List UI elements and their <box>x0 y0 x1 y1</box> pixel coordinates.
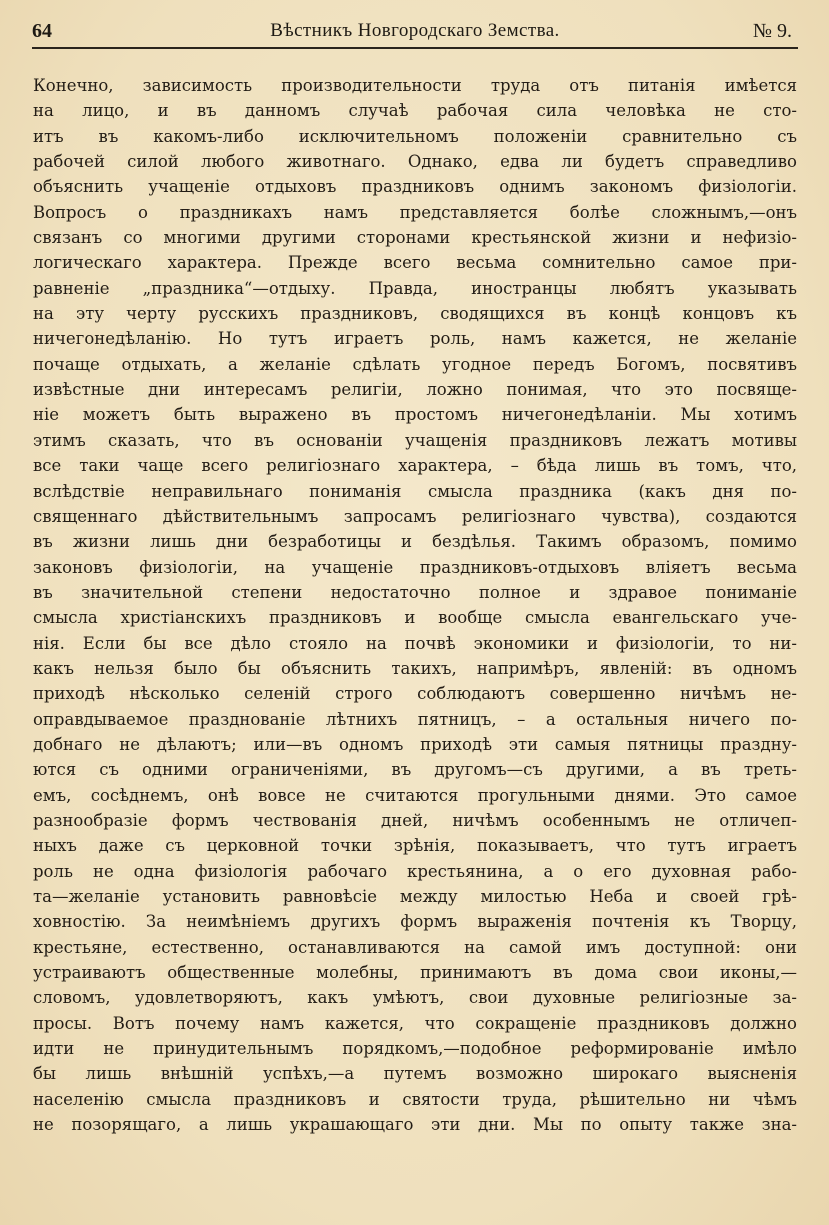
text-line: извѣстные дни интересамъ религіи, ложно понимая, что это посвяще- <box>33 380 797 400</box>
text-line: оправдываемое празднованіе лѣтнихъ пятницъ, – а остальныя ничего по- <box>33 709 797 729</box>
text-line: итъ въ какомъ-либо исключительномъ положеніи сравнительно съ <box>33 126 797 146</box>
header-rule <box>32 47 798 49</box>
text-line: въ значительной степени недостаточно полное и здравое пониманіе <box>33 582 797 602</box>
text-line: логическаго характера. Прежде всего весьма сомнительно самое при- <box>33 253 797 273</box>
journal-title: Вѣстникъ Новгородскаго Земства. <box>270 20 560 41</box>
text-line: крестьяне, естественно, останавливаются на самой имъ доступной: они <box>33 937 797 957</box>
text-line: разнообразіе формъ чествованія дней, ничѣмъ особеннымъ не отличеп- <box>33 810 797 830</box>
text-line: законовъ физіологіи, на учащеніе праздниковъ-отдыховъ вліяетъ весьма <box>33 557 797 577</box>
text-line: священнаго дѣйствительнымъ запросамъ религіознаго чувства), создаются <box>33 506 797 526</box>
text-line: ховностію. За неимѣніемъ другихъ формъ выраженія почтенія къ Творцу, <box>33 912 797 932</box>
text-line: ничегонедѣланію. Но тутъ играетъ роль, намъ кажется, не желаніе <box>33 329 797 349</box>
text-line: словомъ, удовлетворяютъ, какъ умѣютъ, свои духовные религіозные за- <box>33 988 797 1008</box>
text-line: все таки чаще всего религіознаго характера, – бѣда лишь въ томъ, что, <box>33 456 797 476</box>
text-line: просы. Вотъ почему намъ кажется, что сокращеніе праздниковъ должно <box>33 1013 797 1033</box>
text-line: приходѣ нѣсколько селеній строго соблюдаютъ совершенно ничѣмъ не- <box>33 684 797 704</box>
text-line: Вопросъ о праздникахъ намъ представляется болѣе сложнымъ,—онъ <box>33 202 797 222</box>
text-line: въ жизни лишь дни безработицы и бездѣлья. Такимъ образомъ, помимо <box>33 532 797 552</box>
text-line: связанъ со многими другими сторонами крестьянской жизни и нефизіо- <box>33 228 797 248</box>
text-line: рабочей силой любого животнаго. Однако, едва ли будетъ справедливо <box>33 152 797 172</box>
text-line: ются съ одними ограниченіями, въ другомъ—съ другими, а въ треть- <box>33 760 797 780</box>
text-line: на лицо, и въ данномъ случаѣ рабочая сила человѣка не сто- <box>33 101 797 121</box>
text-line: добнаго не дѣлаютъ; или—въ одномъ приходѣ эти самыя пятницы праздну- <box>33 734 797 754</box>
text-line: равненіе „праздника“—отдыху. Правда, иностранцы любятъ указывать <box>33 278 797 298</box>
text-line: смысла христіанскихъ праздниковъ и вообще смысла евангельскаго уче- <box>33 608 797 628</box>
text-line: устраиваютъ общественные молебны, принимаютъ въ дома свои иконы,— <box>33 963 797 983</box>
text-line: этимъ сказать, что въ основаніи учащенія праздниковъ лежатъ мотивы <box>33 430 797 450</box>
text-line: населенію смысла праздниковъ и святости труда, рѣшительно ни чѣмъ <box>33 1089 797 1109</box>
text-line: на эту черту русскихъ праздниковъ, сводящихся въ концѣ концовъ къ <box>33 304 797 324</box>
text-line: ныхъ даже съ церковной точки зрѣнія, показываетъ, что тутъ играетъ <box>33 836 797 856</box>
text-line: идти не принудительнымъ порядкомъ,—подобное реформированіе имѣло <box>33 1039 797 1059</box>
text-line: ніе можетъ быть выражено въ простомъ ничегонедѣланіи. Мы хотимъ <box>33 405 797 425</box>
text-line: какъ нельзя было бы объяснить такихъ, напримѣръ, явленій: въ одномъ <box>33 658 797 678</box>
issue-number: № 9. <box>752 20 792 42</box>
text-line: нія. Если бы все дѣло стояло на почвѣ экономики и физіологіи, то ни- <box>33 633 797 653</box>
text-line: вслѣдствіе неправильнаго пониманія смысла праздника (какъ дня по- <box>33 481 797 501</box>
text-line: емъ, сосѣднемъ, онѣ вовсе не считаются прогульными днями. Это самое <box>33 785 797 805</box>
text-line: объяснить учащеніе отдыховъ праздниковъ однимъ закономъ физіологіи. <box>33 177 797 197</box>
text-line: бы лишь внѣшній успѣхъ,—а путемъ возможно широкаго выясненія <box>33 1064 797 1084</box>
text-line: почаще отдыхать, а желаніе сдѣлать угодное передъ Богомъ, посвятивъ <box>33 354 797 374</box>
text-line: не позорящаго, а лишь украшающаго эти дни. Мы по опыту также зна- <box>33 1115 797 1135</box>
page-header <box>32 18 798 48</box>
article-body <box>33 73 797 1137</box>
page-number: 64 <box>32 20 52 42</box>
text-line: та—желаніе установить равновѣсіе между милостью Неба и своей грѣ- <box>33 887 797 906</box>
text-line: роль не одна физіологія рабочаго крестьянина, а о его духовная рабо- <box>33 861 797 881</box>
text-line: Конечно, зависимость производительности труда отъ питанія имѣется <box>33 76 797 95</box>
